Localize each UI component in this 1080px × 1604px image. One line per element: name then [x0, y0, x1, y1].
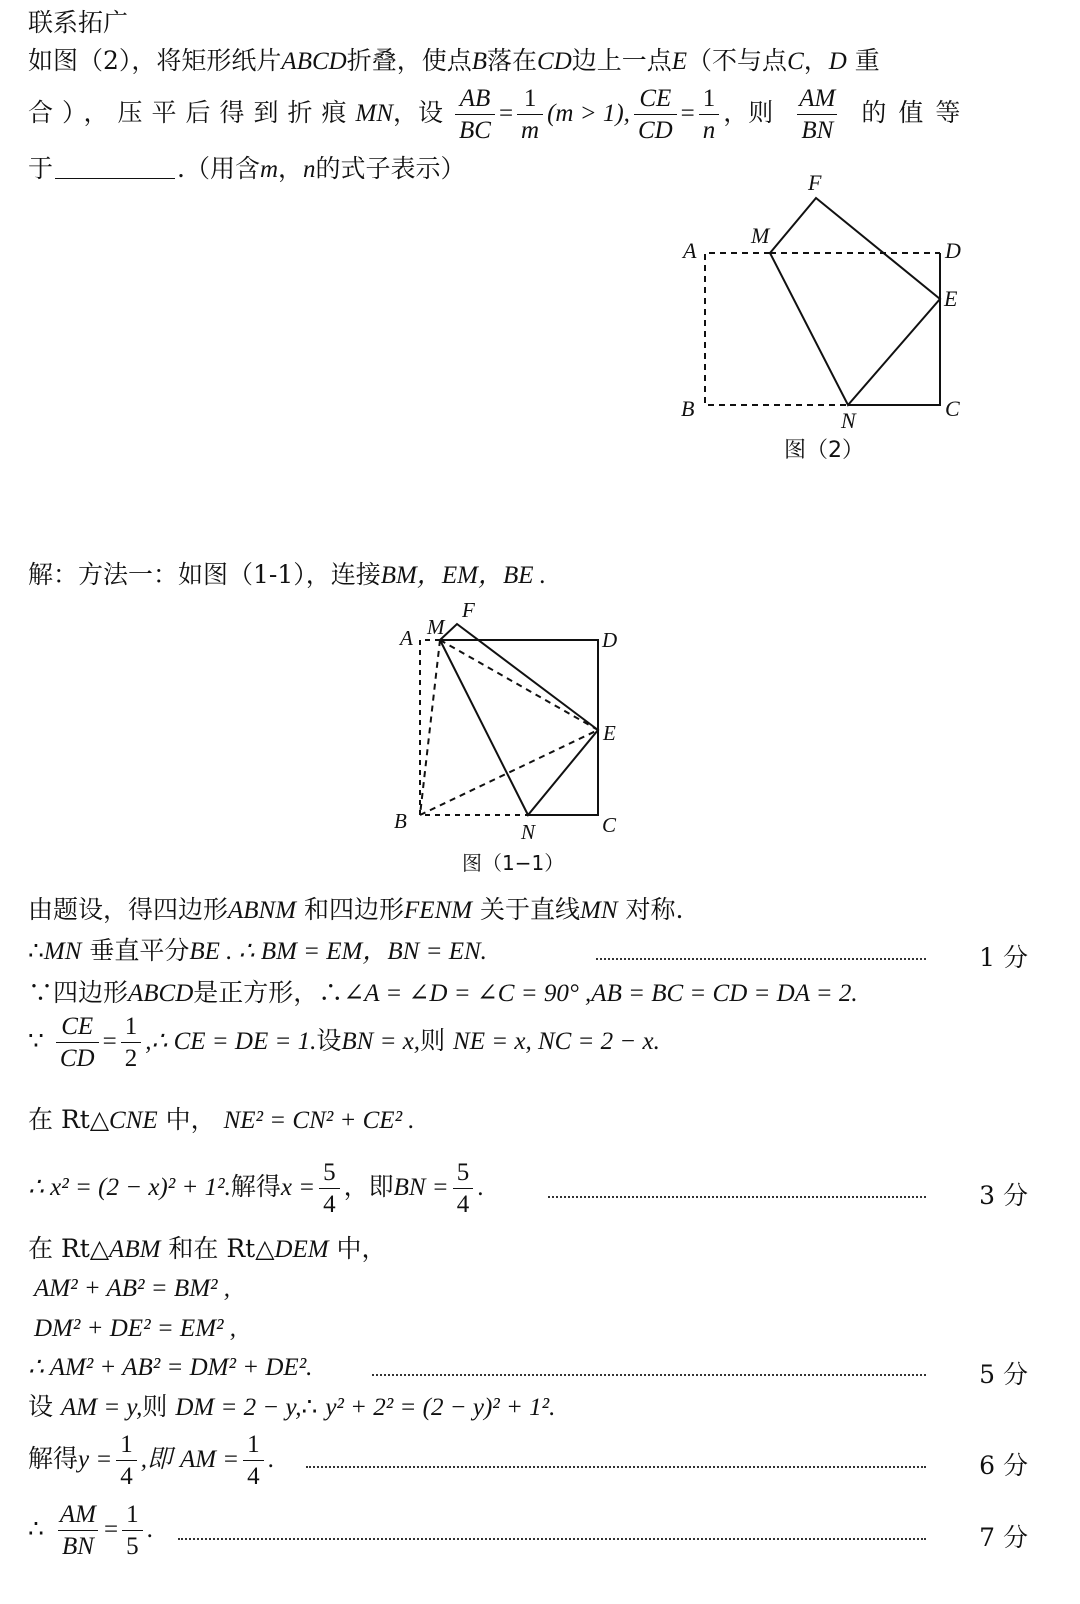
fraction-ce-cd: $\frac{CE}{CD}$: [634, 86, 677, 143]
fig2-label-a: A: [683, 238, 697, 263]
solution-step-5: 在 Rt△CNE 中， NE² = CN² + CE² .: [28, 1105, 415, 1134]
solution-step-9: DM² + DE² = EM² ,: [34, 1315, 237, 1342]
fig2-label-c: C: [945, 396, 960, 421]
fraction-1-n: $\frac{1}{n}$: [699, 86, 720, 143]
score-7: 7 分: [979, 1523, 1028, 1552]
solution-step-8: AM² + AB² = BM² ,: [34, 1275, 231, 1302]
fig11-label-e: E: [603, 721, 616, 745]
problem-line-1: 如图（2），将矩形纸片ABCD折叠，使点B落在CD边上一点E（不与点C，D 重: [28, 46, 880, 75]
fig11-label-d: D: [602, 628, 618, 652]
fig11-right-bottom: [440, 640, 598, 815]
fraction-5-4-a: $\frac{5}{4}$: [319, 1160, 340, 1217]
fig11-caption: 图（1−1）: [462, 851, 565, 875]
fig2-label-n: N: [841, 408, 856, 433]
score-1: 1 分: [979, 943, 1028, 972]
fig2-label-f: F: [808, 170, 822, 195]
fraction-1-4-b: $\frac{1}{4}$: [243, 1432, 264, 1489]
solution-step-2: ∴MN 垂直平分BE . ∴ BM = EM，BN = EN.: [28, 936, 487, 965]
fraction-1-5: $\frac{1}{5}$: [122, 1502, 143, 1559]
solution-step-7: 在 Rt△ABM 和在 Rt△DEM 中，: [28, 1234, 387, 1263]
fig11-dashed-bm: [420, 640, 440, 815]
fig2-label-m: M: [751, 223, 770, 248]
leader-dots-3: [548, 1196, 926, 1198]
fraction-1-4-a: $\frac{1}{4}$: [116, 1432, 137, 1489]
solution-step-4: ∵ $\frac{CE}{CD}$ = $\frac{1}{2}$ ,∴ CE = DE = 1.设BN = x,则 NE = x, NC = 2 − x.: [28, 1013, 660, 1072]
fig2-label-e: E: [944, 286, 958, 311]
fig11-dashed-be: [420, 730, 598, 815]
solution-step-13: ∴ $\frac{AM}{BN}$ = $\frac{1}{5}$ .: [28, 1501, 153, 1560]
leader-dots-5: [372, 1374, 926, 1376]
solution-step-12: 解得y = $\frac{1}{4}$ ,即 AM = $\frac{1}{4}$ .: [28, 1431, 274, 1490]
fraction-5-4-b: $\frac{5}{4}$: [453, 1160, 474, 1217]
fig11-label-c: C: [602, 813, 617, 837]
fig2-label-b: B: [681, 396, 695, 421]
solution-step-1: 由题设，得四边形ABNM 和四边形FENM 关于直线MN 对称.: [28, 895, 684, 924]
score-6: 6 分: [979, 1451, 1028, 1480]
fraction-ce-cd-2: $\frac{CE}{CD}$: [56, 1014, 99, 1071]
score-3: 3 分: [979, 1181, 1028, 1210]
fig11-label-f: F: [462, 598, 475, 622]
solution-step-11: 设 AM = y,则 DM = 2 − y,∴ y² + 2² = (2 − y)² + 1².: [28, 1392, 556, 1421]
solution-step-6: ∴ x² = (2 − x)² + 1².解得x = $\frac{5}{4}$ ，即BN = $\frac{5}{4}$ .: [28, 1159, 484, 1218]
solution-step-3: ∵四边形ABCD是正方形，∴∠A = ∠D = ∠C = 90° ,AB = BC = CD = DA = 2.: [28, 978, 858, 1007]
fig11-label-m: M: [427, 615, 445, 639]
fraction-ab-bc: $\frac{AB}{BC}$: [455, 86, 495, 143]
fig2-label-d: D: [945, 238, 961, 263]
leader-dots-1: [596, 958, 926, 960]
fraction-1-m: $\frac{1}{m}$: [517, 86, 543, 143]
leader-dots-6: [306, 1466, 926, 1468]
problem-line-3: 于 .（用含m，n的式子表示）: [28, 154, 466, 183]
score-5: 5 分: [979, 1360, 1028, 1389]
fraction-am-bn-2: $\frac{AM}{BN}$: [59, 1501, 96, 1560]
problem-line-2: 合），压平后得到折痕MN，设 $\frac{AB}{BC}$ = $\frac{1}{m}$ (m > 1), $\frac{CE}{CD}$ = $\frac{1}{n}$ ，则 $\frac{AM}{BN}$ 的值等: [28, 85, 973, 144]
fraction-1-2: $\frac{1}{2}$: [121, 1014, 142, 1071]
fig11-label-a: A: [400, 626, 413, 650]
solution-step-10: ∴ AM² + AB² = DM² + DE².: [28, 1354, 313, 1381]
leader-dots-7: [178, 1538, 926, 1540]
heading: 联系拓广: [28, 8, 129, 37]
fig2-caption: 图（2）: [784, 438, 864, 463]
fig11-label-b: B: [394, 809, 407, 833]
fraction-am-bn: $\frac{AM}{BN}$: [799, 85, 836, 144]
fig11-label-n: N: [521, 820, 536, 844]
solution-intro: 解：方法一：如图（1-1），连接BM，EM，BE .: [28, 560, 547, 589]
